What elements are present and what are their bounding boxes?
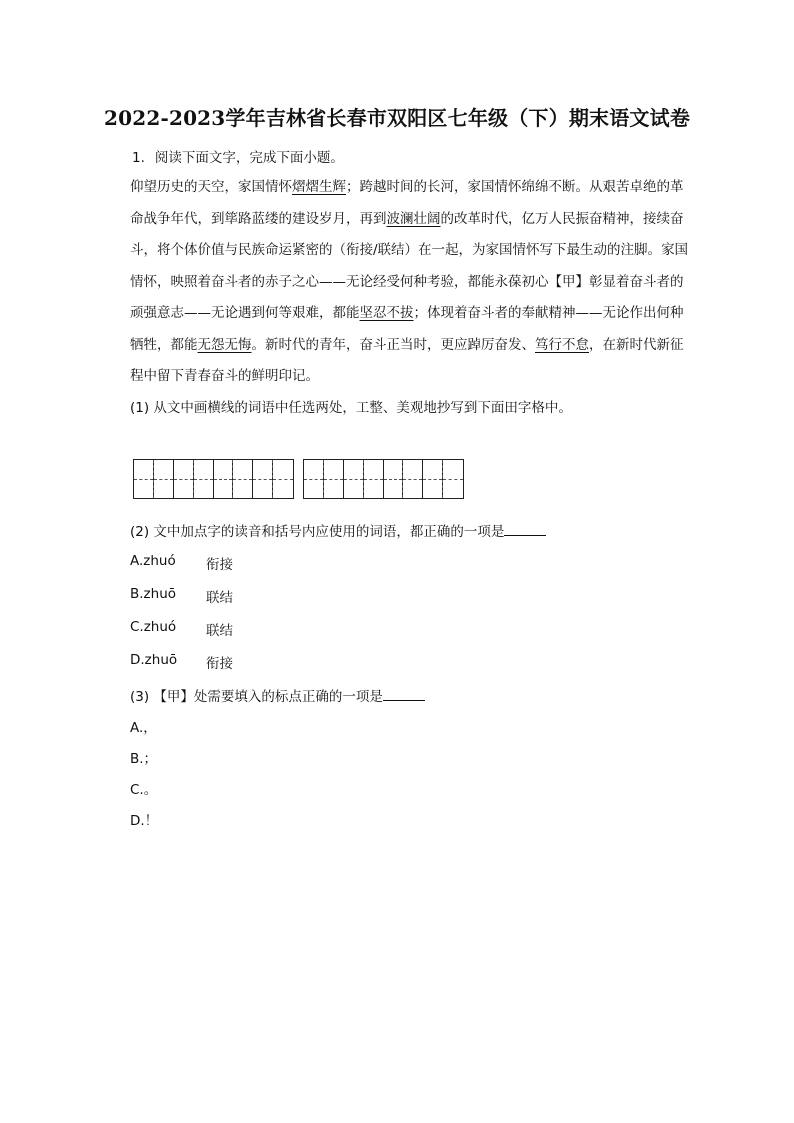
question-instruction: 阅读下面文字，完成下面小题。 (154, 150, 344, 166)
subquestion-2-label (130, 520, 546, 540)
option-value: 联结 (206, 590, 233, 606)
option-key: D.zhuō (130, 652, 178, 668)
passage-text: 仰望历史的天空，家国情怀 (130, 179, 292, 195)
option-d[interactable] (130, 652, 233, 672)
punct-option-d[interactable]: D.！ (130, 813, 159, 829)
grid-cell[interactable] (174, 460, 194, 498)
grid-cell[interactable] (273, 460, 293, 498)
answer-blank[interactable] (383, 688, 425, 701)
underlined-word: 无怨无悔 (197, 336, 252, 353)
option-value: 衔接 (206, 557, 233, 573)
grid-cell[interactable] (344, 460, 364, 498)
grid-cell[interactable] (364, 460, 384, 498)
option-key: C.zhuó (130, 619, 177, 635)
grid-cell[interactable] (304, 460, 324, 498)
exam-title: 2022-2023学年吉林省长春市双阳区七年级（下）期末语文试卷 (103, 106, 691, 130)
option-key: A.zhuó (130, 553, 176, 569)
grid-cell[interactable] (214, 460, 234, 498)
grid-cell[interactable] (194, 460, 214, 498)
grid-cell[interactable] (134, 460, 154, 498)
underlined-word: 波澜壮阔 (386, 210, 441, 227)
option-key: B.zhuō (130, 586, 177, 602)
subquestion-3-label (130, 685, 425, 705)
punct-option-a[interactable]: A.， (130, 720, 157, 736)
punct-option-b[interactable]: B.； (130, 751, 158, 767)
option-a[interactable] (130, 553, 233, 573)
answer-blank[interactable] (504, 523, 546, 536)
grid-cell[interactable] (324, 460, 344, 498)
passage-text: 家国情怀，映照着奋斗者的赤子之心——无论经受何种考验，都能永葆初心【甲】彰显着奋斗者的顽强意志——无论遇到何等艰难，都能 (130, 242, 689, 321)
subquestion-3-text: (3) 【甲】处需要填入的标点正确的一项是 (130, 689, 383, 705)
grid-cell[interactable] (423, 460, 443, 498)
passage-text: ，在新时代新征程中留下青春奋斗的鲜明印记。 (130, 336, 684, 384)
grid-cell[interactable] (253, 460, 273, 498)
option-c[interactable] (130, 619, 233, 639)
grid-cell[interactable] (443, 460, 463, 498)
passage-text: 的改革时代，亿万人民振奋精神，接续奋斗，将个体价值与民族命运紧密的（衔接/联结）在一起，为家国情怀写下最生动的注脚。 (130, 210, 684, 258)
option-value: 衔接 (206, 656, 233, 672)
option-b[interactable] (130, 586, 233, 606)
writing-grid-right[interactable] (303, 459, 464, 499)
writing-grid-left[interactable] (133, 459, 294, 499)
punct-option-c[interactable]: C.。 (130, 782, 158, 798)
passage-text: 。新时代的青年，奋斗正当时，更应踔厉奋发、 (251, 336, 535, 353)
grid-cell[interactable] (233, 460, 253, 498)
grid-cell[interactable] (403, 460, 423, 498)
underlined-word: 笃行不怠 (535, 336, 589, 353)
underlined-word: 坚忍不拔 (359, 305, 414, 321)
subquestion-2-text: (2) 文中加点字的读音和括号内应使用的词语，都正确的一项是 (130, 524, 505, 540)
passage-text: ；体现着奋斗者的奉献精神——无论作出何种牺牲，都能 (130, 305, 684, 353)
grid-cell[interactable] (154, 460, 174, 498)
grid-cell[interactable] (384, 460, 404, 498)
passage-text: ；跨越时间的长河，家国情怀绵绵不断。从艰苦卓绝的革命战争年代，到筚路蓝缕的建设岁月，再到 (130, 179, 684, 227)
question-number: 1. (132, 150, 145, 166)
underlined-word: 熠熠生辉 (292, 179, 346, 195)
question-1-header (132, 146, 344, 166)
subquestion-1-label: (1) 从文中画横线的词语中任选两处，工整、美观地抄写到下面田字格中。 (130, 400, 572, 416)
reading-passage (130, 172, 690, 393)
option-value: 联结 (206, 623, 233, 639)
